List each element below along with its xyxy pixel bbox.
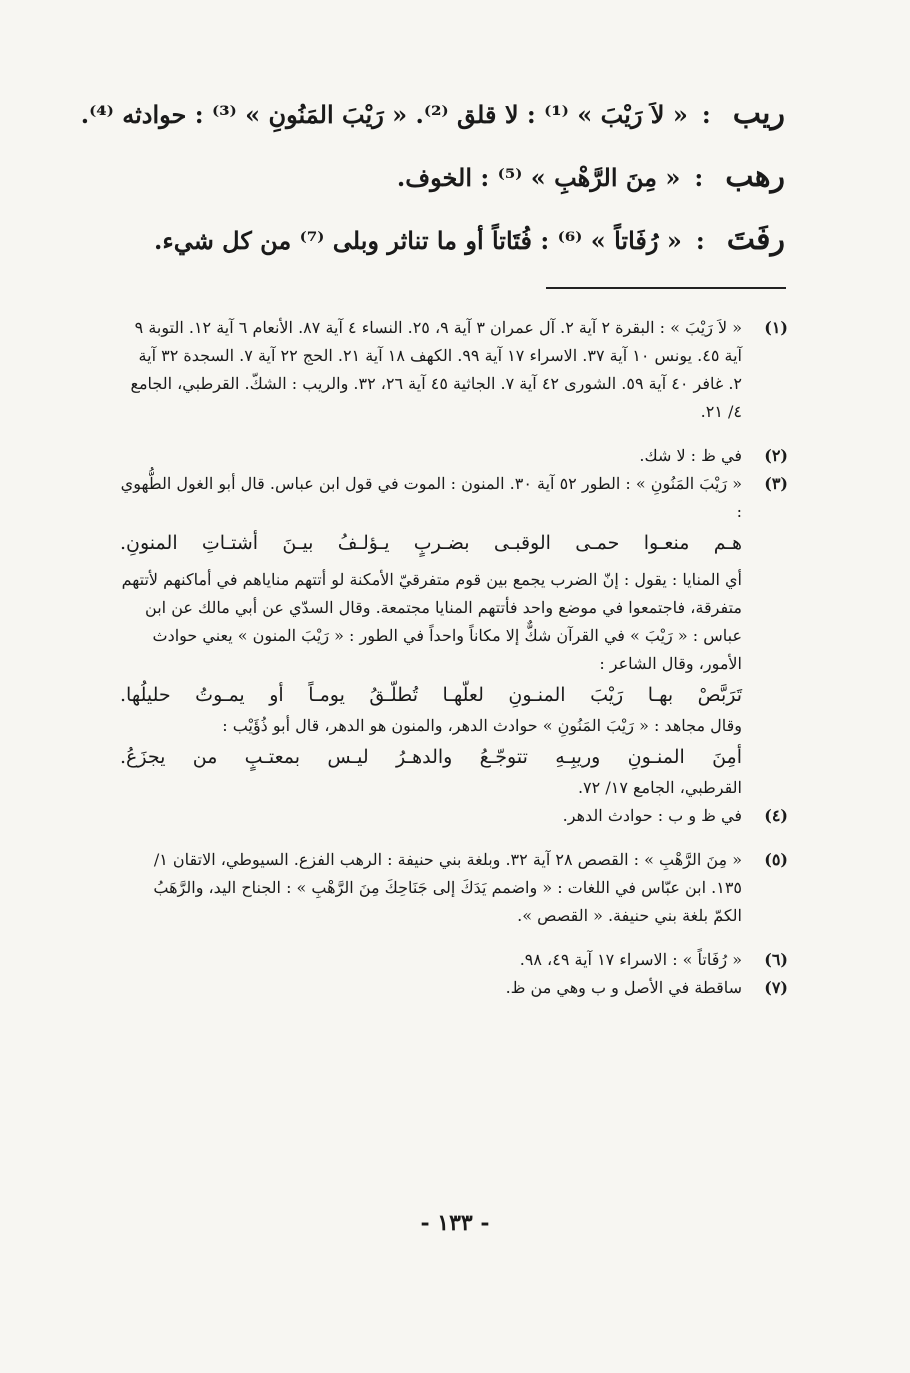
entry-headword: رهب (725, 159, 785, 194)
footnote-1 (120, 314, 788, 426)
dictionary-entries (80, 96, 785, 285)
footnote-citation: القرطبي، الجامع ١٧/ ٧٢. (577, 778, 742, 797)
footnote-text: « رَيْبَ المَنُونِ » : الطور ٥٢ آية ٣٠. المنون : الموت في قول ابن عباس. قال أبو الغول الطُّهوي : (120, 474, 742, 521)
entry-rafat (125, 222, 785, 285)
footnote-7 (120, 974, 788, 1002)
entry-rahb (125, 159, 785, 222)
footnote-number: (٧) (764, 978, 788, 997)
entry-definition: « مِنَ الرَّهْبِ » ⁽⁵⁾ : الخوف. (396, 163, 681, 192)
footnotes (120, 314, 788, 1002)
footnote-divider (546, 287, 786, 289)
footnote-text: ساقطة في الأصل و ب وهي من ظ. (505, 978, 742, 997)
footnote-text: « مِنَ الرَّهْبِ » : القصص ٢٨ آية ٣٢. وبلغة بني حنيفة : الرهب الفزع. السيوطي، الاتقان ١/ ١٣٥. ابن عبّاس في اللغات : « واضمم يَدَكَ إلى جَنَاحِكَ مِنَ الرَّهْبِ » : الجناح اليد، والرَّهَبُ الكمّ بلغة بني حنيفة. « القصص ». (153, 850, 742, 925)
entry-headword: ريب (732, 96, 785, 131)
footnote-3 (120, 470, 788, 802)
entry-separator: : (701, 100, 711, 129)
poem-verse: تَرَبَّصْ بهـا رَيْبَ المنـونِ لعلّهـا تُطلّـقُ يومـاً أو يمـوتُ حليلُها. (120, 684, 742, 706)
footnote-number: (٣) (764, 474, 788, 493)
footnote-number: (١) (764, 318, 788, 337)
entry-headword: رفَتَ (726, 222, 785, 257)
footnote-paragraph: وقال مجاهد : « رَيْبَ المَنُونِ » حوادث الدهر، والمنون هو الدهر، قال أبو ذُؤَيْب : (222, 716, 742, 735)
entry-definition: « رُفَاتاً » ⁽⁶⁾ : فُتَاتاً أو ما تناثر وبلى ⁽⁷⁾ من كل شيء. (154, 226, 682, 255)
footnote-text: في ظ و ب : حوادث الدهر. (562, 806, 742, 825)
poem-verse: أمِنَ المنـونِ وريبِـهِ تتوجّـعُ والدهـرُ ليـس بمعتـبٍ من يجزَعُ. (120, 746, 742, 768)
entry-separator: : (695, 226, 705, 255)
entry-definition: « لاَ رَيْبَ » ⁽¹⁾ : لا قلق ⁽²⁾. « رَيْبَ المَنُونِ » ⁽³⁾ : حوادثه ⁽⁴⁾. (80, 100, 688, 129)
entry-rayb (80, 96, 785, 159)
poem-verse: هـم منعـوا حمـى الوقبـى بضـربٍ يـؤلـفُ بيـنَ أشتـاتِ المنونِ. (120, 532, 742, 554)
footnote-number: (٦) (764, 950, 788, 969)
footnote-2 (120, 442, 788, 470)
footnote-number: (٥) (764, 850, 788, 869)
footnote-number: (٢) (764, 446, 788, 465)
page-number: - ١٣٣ - (420, 1210, 490, 1236)
footnote-text: « لاَ رَيْبَ » : البقرة ٢ آية ٢. آل عمران ٣ آية ٩، ٢٥. النساء ٤ آية ٨٧. الأنعام ٦ آية ١٢. التوبة ٩ آية ٤٥. يونس ١٠ آية ٣٧. الاسراء ١٧ آية ٩٩. الكهف ١٨ آية ٢١. الحج ٢٢ آية ٧. السجدة ٣٢ آية ٢. غافر ٤٠ آية ٥٩. الشورى ٤٢ آية ٧. الجاثية ٤٥ آية ٢٦، ٣٢. والريب : الشكّ. القرطبي، الجامع ٤/ ٢١. (130, 318, 742, 421)
footnote-text: في ظ : لا شك. (639, 446, 742, 465)
footnote-4 (120, 802, 788, 830)
footnote-5 (120, 846, 788, 930)
entry-separator: : (694, 163, 704, 192)
footnote-number: (٤) (764, 806, 788, 825)
footnote-paragraph: أي المنايا : يقول : إنّ الضرب يجمع بين قوم متفرقيّ الأمكنة لو أتتهم مناياهم في أماكنهم لأتتهم متفرقة، فاجتمعوا في موضع واحد فأتتهم المنايا مجتمعة. وقال السدّي عن أبي مالك عن ابن عباس : « رَيْبَ » في القرآن شكٌّ إلا مكاناً واحداً في الطور : « رَيْبَ المنون » يعني حوادث الأمور، وقال الشاعر : (121, 570, 742, 673)
footnote-6 (120, 946, 788, 974)
footnote-text: « رُفَاتاً » : الاسراء ١٧ آية ٤٩، ٩٨. (519, 950, 742, 969)
